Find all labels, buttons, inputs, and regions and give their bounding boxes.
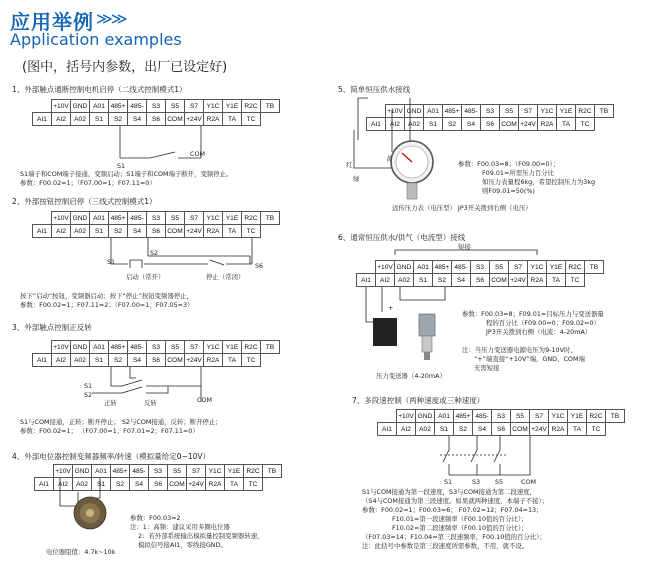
section-7-desc-line: S1与COM接通为第一段速度，S3与COM接通为第二段速度， xyxy=(362,488,537,496)
terminal-cell: 485- xyxy=(473,410,492,423)
section-3-title: 3、外部触点控制正反转 xyxy=(12,323,92,332)
terminal-cell: S6 xyxy=(481,118,500,131)
section-2-desc-line: 参数：F00.02=1；F07.11=2；（F07.00=1；F07.05=3） xyxy=(20,301,194,309)
section-6-param-line: 参数：F00.03=8；F09.01=目标压力与变送器量 xyxy=(462,310,604,318)
terminal-cell: +24V xyxy=(185,113,204,126)
terminal-cell: S1 xyxy=(414,274,433,287)
terminal-cell: R2C xyxy=(587,410,606,423)
terminal-cell: S7 xyxy=(185,212,204,225)
terminal-cell: S4 xyxy=(128,225,147,238)
terminal-cell: A01 xyxy=(90,100,109,113)
terminal-cell: COM xyxy=(166,354,185,367)
terminal-cell: S5 xyxy=(168,465,187,478)
terminal-cell: 485- xyxy=(130,465,149,478)
terminal-cell: TB xyxy=(585,261,604,274)
terminal-cell: 485+ xyxy=(109,212,128,225)
terminal-cell: A02 xyxy=(71,354,90,367)
terminal-cell: S7 xyxy=(187,465,206,478)
terminal-cell: TA xyxy=(223,225,242,238)
terminal-cell: 485- xyxy=(128,212,147,225)
terminal-cell: AI1 xyxy=(357,274,376,287)
terminal-cell: S4 xyxy=(130,478,149,491)
terminal-cell: AI2 xyxy=(52,113,71,126)
terminal-cell: A01 xyxy=(435,410,454,423)
terminal-cell: 485+ xyxy=(433,261,452,274)
terminal-cell: TA xyxy=(223,354,242,367)
terminal-cell: A02 xyxy=(395,274,414,287)
section-7-com-label: COM xyxy=(521,478,537,486)
terminal-cell: AI1 xyxy=(35,478,54,491)
terminal-cell: +24V xyxy=(509,274,528,287)
terminal-cell: A01 xyxy=(414,261,433,274)
terminal-cell: TA xyxy=(547,274,566,287)
terminal-cell: A02 xyxy=(73,478,92,491)
terminal-cell: S4 xyxy=(462,118,481,131)
terminal-cell: S2 xyxy=(111,478,130,491)
section-5-caption: 远传压力表（电压型） JP3开关拨到右侧（电压） xyxy=(392,204,532,212)
terminal-cell: TC xyxy=(566,274,585,287)
terminal-cell: R2C xyxy=(242,100,261,113)
section-2-s1-label: S1 xyxy=(107,258,116,266)
terminal-cell: 485- xyxy=(462,105,481,118)
terminal-cell: TA xyxy=(568,423,587,436)
terminal-cell: +10V xyxy=(386,105,405,118)
section-3-desc-line: S1与COM接通，正转；断开停止； S2与COM接通，反转；断开停止； xyxy=(20,418,222,426)
section-3-s1-label: S1 xyxy=(84,382,93,390)
terminal-cell: S2 xyxy=(443,118,462,131)
terminal-cell: A02 xyxy=(71,113,90,126)
section-6-note-line: 无需短接 xyxy=(474,364,500,372)
terminal-cell: S1 xyxy=(424,118,443,131)
terminal-cell: S6 xyxy=(492,423,511,436)
terminal-cell: GND xyxy=(73,465,92,478)
terminal-cell: +24V xyxy=(185,354,204,367)
section-2-s6-label: S6 xyxy=(255,262,264,270)
section-5-red-label: 红 xyxy=(346,161,353,169)
terminal-cell: GND xyxy=(71,341,90,354)
terminal-cell: +10V xyxy=(54,465,73,478)
terminal-cell: TA xyxy=(225,478,244,491)
terminal-cell: 485+ xyxy=(109,341,128,354)
terminal-cell: S7 xyxy=(509,261,528,274)
section-2-start-wire xyxy=(111,238,168,268)
terminal-cell: Y1C xyxy=(204,212,223,225)
terminal-cell: A01 xyxy=(90,212,109,225)
terminal-cell: 485+ xyxy=(454,410,473,423)
terminal-cell: S4 xyxy=(128,113,147,126)
section-5-param-line: 如压力表量程6kg，希望控制压力为3kg xyxy=(482,178,596,186)
section-2-title: 2、外部按钮控制启停（三线式控制模式1） xyxy=(12,197,157,206)
terminal-cell: Y1E xyxy=(223,212,242,225)
section-6-caption: 压力变送器（4-20mA） xyxy=(376,372,446,380)
terminal-cell: S3 xyxy=(471,261,490,274)
terminal-cell: Y1E xyxy=(557,105,576,118)
section-4-title: 4、外部电位器控制变频器频率/转速（模拟量给定0~10V） xyxy=(12,452,211,461)
terminal-cell: R2A xyxy=(206,478,225,491)
section-2-start-label: 启动（常开） xyxy=(126,273,165,281)
terminal-cell: +24V xyxy=(185,225,204,238)
terminal-cell: S2 xyxy=(109,225,128,238)
section-6-param-line: JP3开关拨到右侧（电流：4-20mA） xyxy=(486,328,592,336)
double-chevron-icon: ≫≫ xyxy=(96,9,126,28)
terminal-cell: GND xyxy=(395,261,414,274)
terminal-cell: AI2 xyxy=(52,354,71,367)
terminal-cell: GND xyxy=(416,410,435,423)
terminal-cell: A01 xyxy=(92,465,111,478)
section-7-desc-line: （S4与COM接通为第三段速度。如果就两种速度，本端子不接）； xyxy=(362,497,549,505)
terminal-cell: GND xyxy=(405,105,424,118)
terminal-cell: S3 xyxy=(481,105,500,118)
terminal-cell: S2 xyxy=(109,354,128,367)
terminal-cell: R2A xyxy=(204,354,223,367)
header-note: (图中，括号内参数，出厂已设定好) xyxy=(22,60,228,75)
terminal-cell: TC xyxy=(242,354,261,367)
terminal-cell: A02 xyxy=(71,225,90,238)
terminal-cell: 485- xyxy=(128,341,147,354)
section-2-stop-wire xyxy=(148,238,252,265)
terminal-cell: TA xyxy=(223,113,242,126)
terminal-cell: S7 xyxy=(519,105,538,118)
terminal-cell: S3 xyxy=(147,341,166,354)
terminal-cell: R2A xyxy=(549,423,568,436)
section-4-param: 参数：F00.03=2 xyxy=(130,514,181,522)
terminal-cell: Y1C xyxy=(206,465,225,478)
terminal-cell: COM xyxy=(511,423,530,436)
terminal-cell: AI2 xyxy=(376,274,395,287)
terminal-cell: +10V xyxy=(52,341,71,354)
terminal-cell: AI2 xyxy=(52,225,71,238)
section-4-note-line: 模拟信号接AI1，零线接GND。 xyxy=(138,541,227,549)
terminal-cell: +10V xyxy=(52,212,71,225)
terminal-cell: AI2 xyxy=(386,118,405,131)
terminal-cell: S7 xyxy=(185,341,204,354)
section-3-reverse-wire xyxy=(92,367,168,393)
terminal-cell: +24V xyxy=(519,118,538,131)
section-3-desc-line: 参数：F00.02=1； （F07.00=1；F07.01=2；F07.11=0） xyxy=(20,427,199,435)
section-1-com-label: COM xyxy=(190,150,206,158)
section-3-forward-label: 正转 xyxy=(104,399,117,407)
terminal-cell: S4 xyxy=(452,274,471,287)
terminal-cell: A02 xyxy=(416,423,435,436)
page-title: 应用举例 xyxy=(10,10,94,34)
terminal-cell: S6 xyxy=(147,225,166,238)
section-7-s1-label: S1 xyxy=(444,478,453,486)
terminal-cell: S7 xyxy=(185,100,204,113)
section-2-desc-line: 按下“启动”按钮，变频器启动；按下“停止”按钮变频器停止， xyxy=(20,292,194,300)
potentiometer-icon xyxy=(74,497,106,529)
section-4-pot-label: 电位器阻值：4.7k~10k xyxy=(46,548,116,556)
section-1-desc-line: S1端子和COM端子接通，变频启动；S1端子和COM端子断开，变频停止。 xyxy=(20,170,233,178)
terminal-cell: COM xyxy=(490,274,509,287)
terminal-cell: S7 xyxy=(530,410,549,423)
terminal-cell: S3 xyxy=(147,212,166,225)
section-6-short-label: 短接 xyxy=(458,243,471,251)
terminal-cell: A01 xyxy=(424,105,443,118)
terminal-cell: AI2 xyxy=(54,478,73,491)
terminal-cell: R2A xyxy=(204,225,223,238)
section-5-param-line: F09.01=所需压力百分比 xyxy=(482,169,555,177)
terminal-cell: R2C xyxy=(242,212,261,225)
section-3-s2-label: S2 xyxy=(84,391,93,399)
section-6-note-line: “+”端直接“+10V”端，GND、COM端 xyxy=(474,355,585,363)
section-5-title: 5、简单恒压供水接线 xyxy=(338,85,411,94)
section-5-param-line: 参数：F00.03=8；（F09.00=0）； xyxy=(458,160,560,168)
terminal-cell: COM xyxy=(166,225,185,238)
section-7-s3-label: S3 xyxy=(472,478,481,486)
terminal-cell: COM xyxy=(168,478,187,491)
terminal-cell: COM xyxy=(166,113,185,126)
terminal-cell: S6 xyxy=(471,274,490,287)
terminal-cell: Y1C xyxy=(528,261,547,274)
terminal-cell: 485+ xyxy=(443,105,462,118)
terminal-cell: AI1 xyxy=(367,118,386,131)
terminal-cell: +24V xyxy=(530,423,549,436)
terminal-cell: S1 xyxy=(90,354,109,367)
terminal-cell: Y1E xyxy=(547,261,566,274)
pressure-transmitter-icon xyxy=(373,314,435,360)
terminal-cell: AI1 xyxy=(378,423,397,436)
terminal-cell: S5 xyxy=(166,100,185,113)
section-7-s5-label: S5 xyxy=(495,478,504,486)
terminal-cell: TB xyxy=(261,212,280,225)
section-3-reverse-label: 反转 xyxy=(144,399,157,407)
terminal-cell: COM xyxy=(500,118,519,131)
terminal-cell: +10V xyxy=(397,410,416,423)
terminal-cell: 485- xyxy=(452,261,471,274)
terminal-cell: S1 xyxy=(90,225,109,238)
section-7-desc-line: 参数：F00.02=1；F00.03=6； F07.02=12；F07.04=13； xyxy=(362,506,543,514)
terminal-cell: Y1E xyxy=(223,341,242,354)
terminal-cell: A02 xyxy=(405,118,424,131)
terminal-cell: S1 xyxy=(90,113,109,126)
section-4-note-line: 注：1：高频：建议采用多圈电位器 xyxy=(130,523,230,531)
terminal-cell: S5 xyxy=(500,105,519,118)
section-1-title: 1、外部触点通断控制电机启停（二线式控制模式1） xyxy=(12,85,187,94)
terminal-cell: S3 xyxy=(149,465,168,478)
terminal-cell: S4 xyxy=(128,354,147,367)
terminal-cell: Y1E xyxy=(223,100,242,113)
terminal-cell: R2C xyxy=(242,341,261,354)
terminal-cell: S5 xyxy=(490,261,509,274)
terminal-cell: TB xyxy=(261,100,280,113)
terminal-cell: AI2 xyxy=(397,423,416,436)
terminal-cell: S4 xyxy=(473,423,492,436)
terminal-cell: TC xyxy=(576,118,595,131)
section-7-desc-line: （F07.03=14；F10.04=第三段速频率，F00.10值的百分比）； xyxy=(362,533,546,541)
section-5-green-label: 绿 xyxy=(353,175,360,183)
section-6-param-line: 程的百分比（F09.00=0；F09.02=0） xyxy=(486,319,600,327)
terminal-cell: TB xyxy=(261,341,280,354)
terminal-cell: S5 xyxy=(166,341,185,354)
terminal-cell: 485+ xyxy=(109,100,128,113)
terminal-cell: TC xyxy=(242,225,261,238)
terminal-cell: TC xyxy=(587,423,606,436)
section-2-s2-label: S2 xyxy=(150,249,159,257)
terminal-cell: S6 xyxy=(149,478,168,491)
terminal-cell: S2 xyxy=(109,113,128,126)
terminal-cell: A01 xyxy=(90,341,109,354)
terminal-cell: S3 xyxy=(492,410,511,423)
section-2-stop-label: 停止（常闭） xyxy=(206,273,245,281)
terminal-cell: R2C xyxy=(576,105,595,118)
terminal-cell: Y1C xyxy=(538,105,557,118)
page-subtitle: Application examples xyxy=(10,30,182,49)
section-3-com-label: COM xyxy=(197,396,213,404)
terminal-cell: Y1E xyxy=(225,465,244,478)
terminal-cell: R2A xyxy=(538,118,557,131)
terminal-cell: S2 xyxy=(433,274,452,287)
section-7-desc-line: 注：此括号中参数是第三段速度所需参数，不用，就不设。 xyxy=(362,542,529,550)
section-3-forward-wire xyxy=(111,367,201,386)
section-7-desc-line: F10.01=第一段速频率（F00.10值的百分比）； xyxy=(392,515,528,523)
section-1-s1-label: S1 xyxy=(117,162,126,170)
terminal-cell: AI1 xyxy=(33,354,52,367)
section-6-title: 6、通常恒压供水/供气（电流型）接线 xyxy=(338,233,466,242)
terminal-cell: AI1 xyxy=(33,113,52,126)
terminal-cell: Y1C xyxy=(549,410,568,423)
terminal-cell: S5 xyxy=(166,212,185,225)
terminal-cell: TB xyxy=(595,105,614,118)
section-5-param-line: 则F09.01=50(%) xyxy=(482,187,535,195)
section-1-desc-line: 参数：F00.02=1；（F07.00=1；F07.11=0） xyxy=(20,179,156,187)
terminal-cell: +24V xyxy=(187,478,206,491)
terminal-cell: TB xyxy=(606,410,625,423)
terminal-cell: 485- xyxy=(128,100,147,113)
terminal-cell: TC xyxy=(242,113,261,126)
terminal-cell: S1 xyxy=(435,423,454,436)
section-1-switch-wire xyxy=(120,126,201,158)
terminal-cell: GND xyxy=(71,100,90,113)
terminal-cell: 485+ xyxy=(111,465,130,478)
terminal-cell: S6 xyxy=(147,113,166,126)
terminal-cell: R2C xyxy=(566,261,585,274)
terminal-cell: Y1E xyxy=(568,410,587,423)
terminal-cell: AI1 xyxy=(33,225,52,238)
terminal-cell: +10V xyxy=(52,100,71,113)
terminal-cell: R2A xyxy=(528,274,547,287)
pressure-gauge-icon xyxy=(391,141,433,199)
terminal-cell: S6 xyxy=(147,354,166,367)
section-5-yellow-label: 黄 xyxy=(386,155,393,163)
section-6-plus-label: + xyxy=(388,304,394,312)
terminal-cell: Y1C xyxy=(204,341,223,354)
section-7-desc-line: F10.02=第二段速频率（F00.10值的百分比）； xyxy=(392,524,528,532)
section-6-note-line: 注：当压力变送器电源电压为9-10V时， xyxy=(462,346,577,354)
terminal-cell: TC xyxy=(244,478,263,491)
terminal-cell: S5 xyxy=(511,410,530,423)
terminal-cell: TB xyxy=(263,465,282,478)
terminal-cell: Y1C xyxy=(204,100,223,113)
terminal-cell: R2C xyxy=(244,465,263,478)
section-4-note-line: 2：若外部系统输出模拟量控制变频器转速， xyxy=(138,532,264,540)
terminal-cell: TA xyxy=(557,118,576,131)
terminal-cell: GND xyxy=(71,212,90,225)
terminal-cell: R2A xyxy=(204,113,223,126)
terminal-cell: S2 xyxy=(454,423,473,436)
terminal-cell: S3 xyxy=(147,100,166,113)
terminal-cell: +10V xyxy=(376,261,395,274)
section-7-title: 7、多段速控制（两种速度或三种速度） xyxy=(352,396,485,405)
terminal-cell: S1 xyxy=(92,478,111,491)
